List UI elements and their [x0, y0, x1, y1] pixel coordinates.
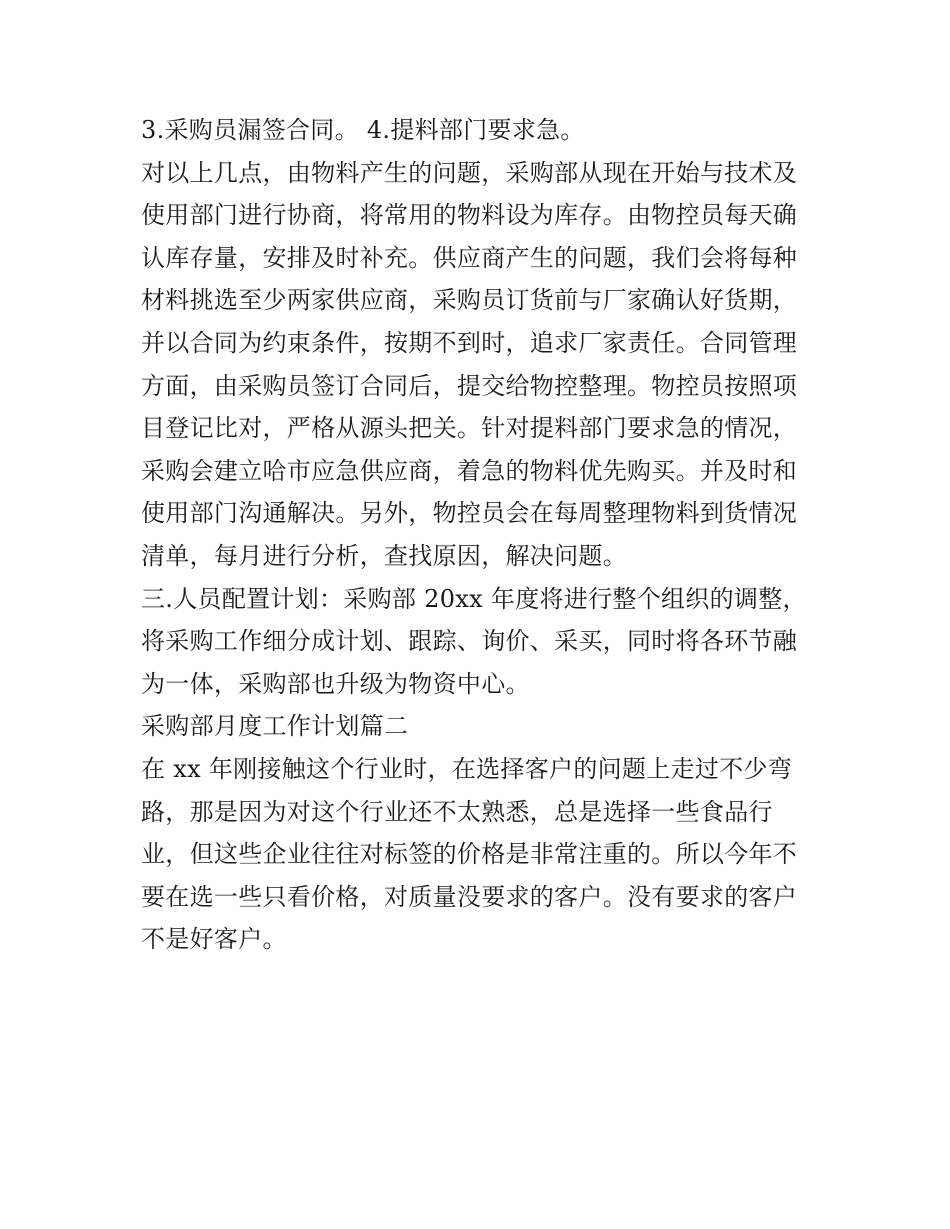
text-line: 3.采购员漏签合同。 4.提料部门要求急。	[141, 116, 585, 144]
section-heading-line: 三.人员配置计划：采购部 20xx 年度将进行整个组织的调整，	[141, 584, 807, 613]
text-line: 对以上几点，由物料产生的问题，采购部从现在开始与技术及	[141, 158, 798, 187]
text-line: 路，那是因为对这个行业还不太熟悉，总是选择一些食品行	[141, 797, 773, 826]
text-line: 并以合同为约束条件，按期不到时，追求厂家责任。合同管理	[141, 328, 798, 357]
text-line: 不是好客户。	[141, 925, 287, 954]
chapter-title: 采购部月度工作计划篇二	[141, 712, 409, 741]
text-line: 认库存量，安排及时补充。供应商产生的问题，我们会将每种	[141, 243, 798, 272]
text-line: 材料挑选至少两家供应商，采购员订货前与厂家确认好货期，	[141, 286, 798, 315]
text-line: 方面，由采购员签订合同后，提交给物控整理。物控员按照项	[141, 371, 798, 400]
text-line: 使用部门进行协商，将常用的物料设为库存。由物控员每天确	[141, 201, 798, 230]
text-line: 将采购工作细分成计划、跟踪、询价、采买，同时将各环节融	[141, 627, 798, 656]
document-body	[141, 109, 816, 961]
text-line: 在 xx 年刚接触这个行业时，在选择客户的问题上走过不少弯	[141, 754, 793, 783]
text-line: 目登记比对，严格从源头把关。针对提料部门要求急的情况，	[141, 414, 798, 443]
text-line: 采购会建立哈市应急供应商，着急的物料优先购买。并及时和	[141, 456, 798, 485]
text-line: 业，但这些企业往往对标签的价格是非常注重的。所以今年不	[141, 840, 798, 869]
text-line: 为一体，采购部也升级为物资中心。	[141, 669, 530, 698]
text-line: 清单，每月进行分析，查找原因，解决问题。	[141, 541, 627, 570]
text-line: 使用部门沟通解决。另外，物控员会在每周整理物料到货情况	[141, 499, 798, 528]
text-line: 要在选一些只看价格，对质量没要求的客户。没有要求的客户	[141, 882, 798, 911]
